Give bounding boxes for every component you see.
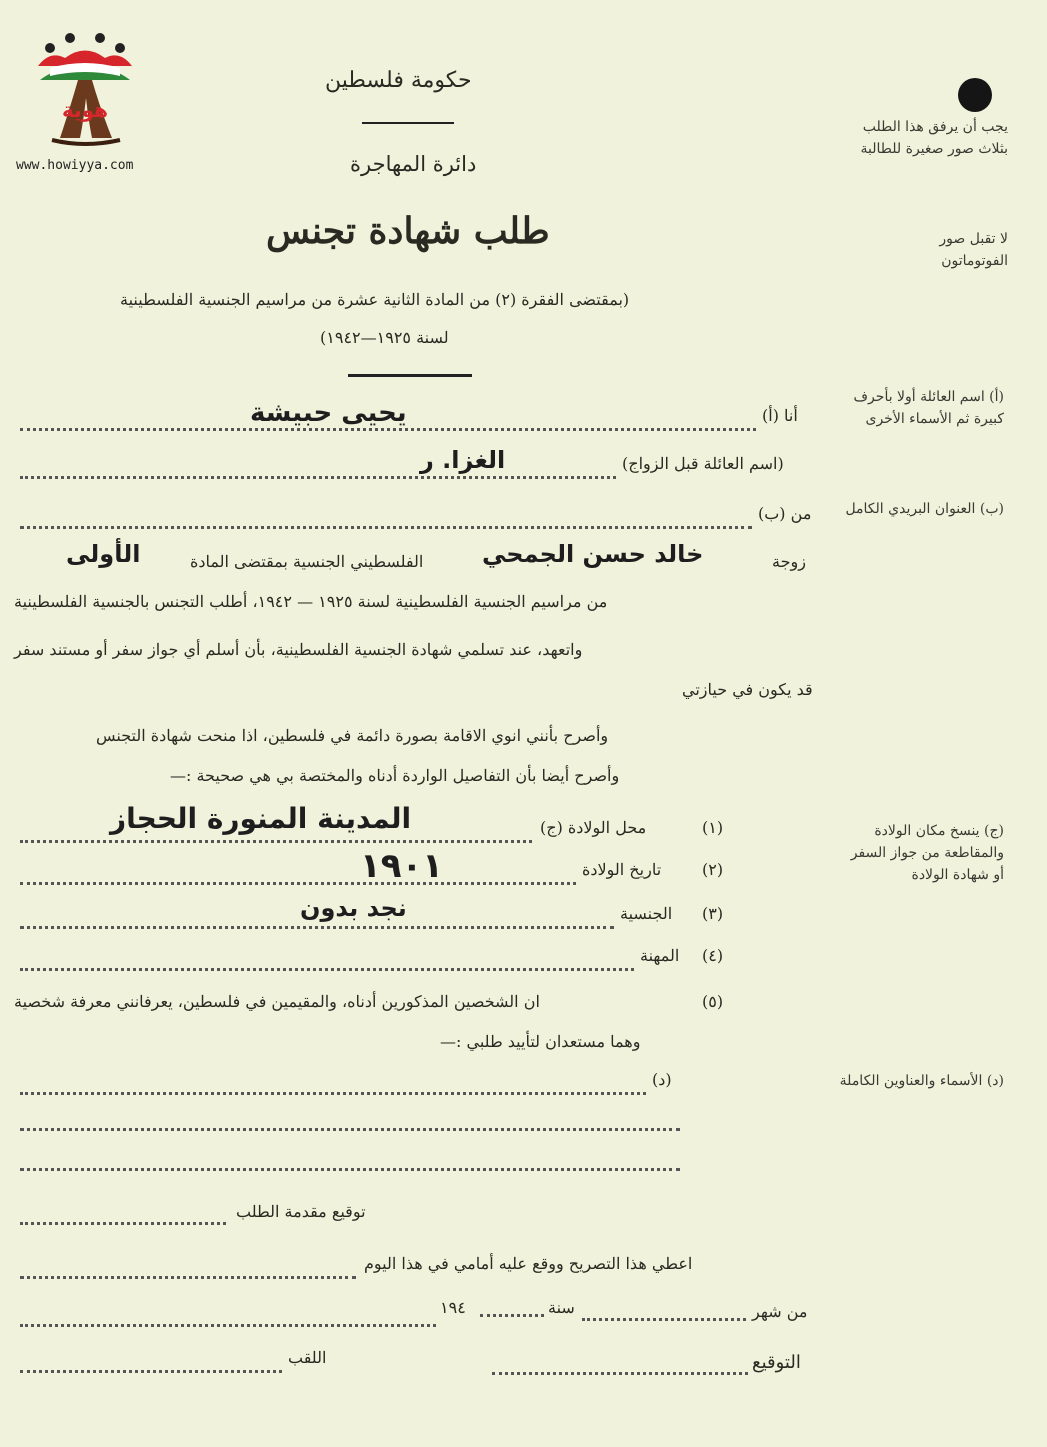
from-line (20, 526, 752, 529)
given-line (20, 1276, 356, 1279)
nationality-value: نجد بدون (300, 894, 407, 922)
nationality-line (20, 926, 614, 929)
note-no-photomaton: لا تقبل صور الفوتوماتون (939, 231, 1008, 269)
given-text: اعطي هذا التصريح ووقع عليه أمامي في هذا اليوم (364, 1254, 693, 1273)
subtitle-line-1: (بمقتضى الفقرة (٢) من المادة الثانية عشرة من مراسيم الجنسية الفلسطينية (120, 290, 630, 309)
note-d: (د) الأسماء والعناوين الكاملة (839, 1073, 1004, 1089)
maiden-name-value: الغزا. ر (420, 446, 506, 474)
persons-number: (٥) (702, 992, 724, 1011)
logo-url: www.howiyya.com (16, 158, 134, 173)
note-a: (أ) اسم العائلة أولا بأحرف كبيرة ثم الأسماء الأخرى (853, 389, 1004, 427)
sign-label: التوقيع (752, 1352, 801, 1373)
i-am-line (20, 428, 756, 431)
undertake-line-1: واتعهد، عند تسلمي شهادة الجنسية الفلسطينية، بأن أسلم أي جواز سفر أو مستند سفر (14, 640, 583, 659)
i-am-value: يحيى حبيشة (250, 398, 407, 428)
declare-line-1: وأصرح بأنني انوي الاقامة بصورة دائمة في فلسطين، اذا منحت شهادة التجنس (96, 726, 609, 745)
tree-logo-icon (30, 28, 140, 158)
maiden-name-line (20, 476, 616, 479)
d-label: (د) (652, 1070, 672, 1089)
birthdate-value: ١٩٠١ (360, 846, 444, 886)
nationality-label: الجنسية (620, 904, 673, 923)
signature-line (20, 1222, 226, 1225)
header-rule-1 (362, 122, 454, 124)
year-value: ١٩٤ (440, 1298, 466, 1317)
occupation-label: المهنة (640, 946, 680, 965)
birthplace-number: (١) (702, 818, 724, 837)
birthplace-label: محل الولادة (ج) (540, 818, 647, 837)
note-b: (ب) العنوان البريدي الكامل (845, 501, 1004, 517)
government-heading: حكومة فلسطين (325, 68, 472, 93)
husband-value: خالد حسن الجمحي (482, 540, 704, 568)
note-photos: يجب أن يرفق هذا الطلب بثلاث صور صغيرة للطالبة (860, 119, 1008, 157)
subtitle-line-2: لسنة ١٩٢٥—١٩٤٢) (320, 328, 449, 347)
header-rule-2 (348, 374, 472, 377)
article-value: الأولى (66, 540, 141, 568)
birthdate-number: (٢) (702, 860, 724, 879)
declare-line-2: وأصرح أيضا بأن التفاصيل الواردة أدناه والمختصة بي هي صحيحة :— (170, 766, 620, 785)
palestinian-text: الفلسطيني الجنسية بمقتضى المادة (190, 552, 424, 571)
month-line-left (20, 1324, 436, 1327)
month-line (582, 1318, 746, 1321)
title-label: اللقب (288, 1348, 327, 1367)
title-line (20, 1370, 282, 1373)
i-am-label: أنا (أ) (762, 406, 798, 425)
birthdate-label: تاريخ الولادة (582, 860, 662, 879)
year-line (480, 1314, 544, 1317)
howiyya-logo (30, 28, 140, 158)
d-line-1 (20, 1092, 646, 1095)
form-title: طلب شهادة تجنس (266, 210, 550, 252)
d-line-2 (20, 1128, 680, 1131)
persons-line-1: ان الشخصين المذكورين أدناه، والمقيمين في فلسطين، يعرفانني معرفة شخصية (14, 992, 540, 1011)
maiden-name-label: (اسم العائلة قبل الزواج) (622, 454, 784, 473)
occupation-line (20, 968, 634, 971)
persons-line-2: وهما مستعدان لتأييد طلبي :— (440, 1032, 641, 1051)
month-label: من شهر (752, 1302, 808, 1321)
note-c: (ج) ينسخ مكان الولادة والمقاطعة من جواز السفر أو شهادة الولادة (850, 823, 1004, 883)
sign-line (492, 1372, 748, 1375)
from-label: من (ب) (758, 504, 812, 523)
occupation-number: (٤) (702, 946, 724, 965)
nationality-number: (٣) (702, 904, 724, 923)
d-line-3 (20, 1168, 680, 1171)
signature-label: توقيع مقدمة الطلب (236, 1202, 366, 1221)
department-heading: دائرة المهاجرة (350, 152, 477, 176)
birthplace-value: المدينة المنورة الحجاز (110, 802, 412, 835)
punch-hole (958, 78, 992, 112)
birthplace-line (20, 840, 532, 843)
decree-text: من مراسيم الجنسية الفلسطينية لسنة ١٩٢٥ — ١٩٤٢، أطلب التجنس بالجنسية الفلسطينية (14, 592, 608, 611)
birthdate-line (20, 882, 576, 885)
year-label: سنة (548, 1298, 575, 1317)
wife-label: زوجة (772, 552, 806, 571)
undertake-line-2: قد يكون في حيازتي (682, 680, 813, 699)
logo-brand: هوية (62, 98, 109, 122)
